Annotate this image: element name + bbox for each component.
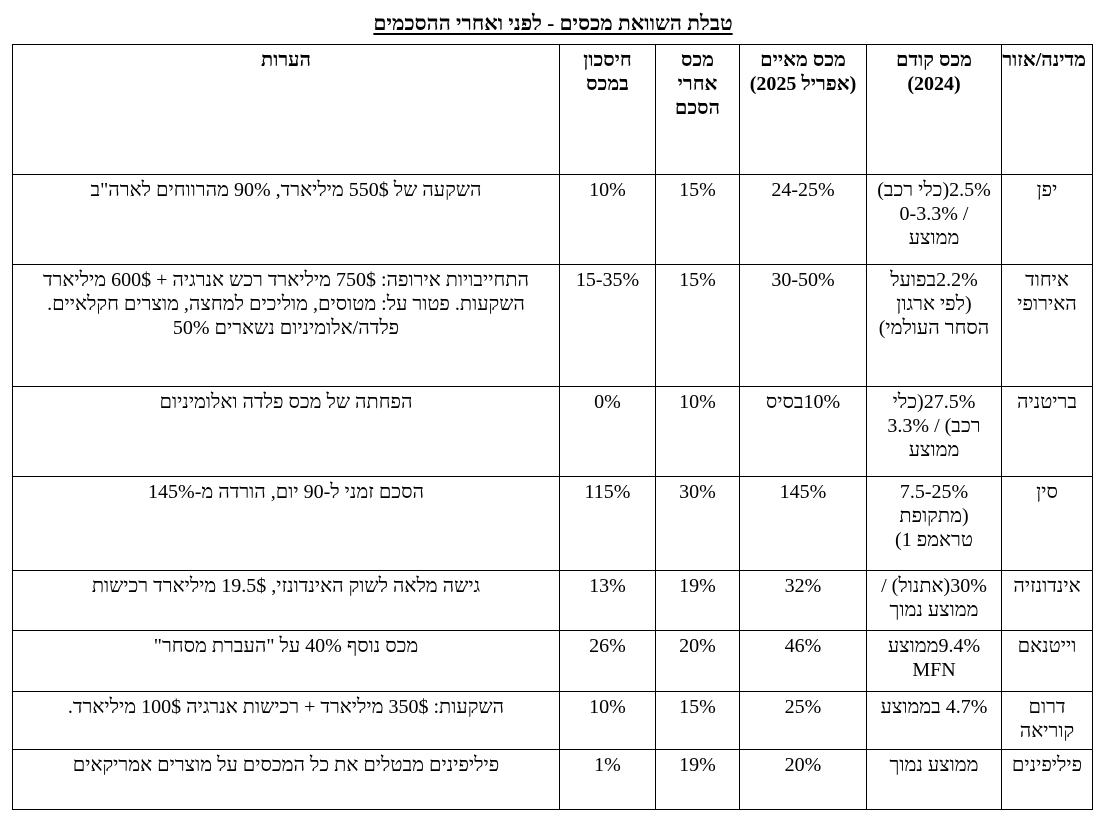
cell-tariff-after-deal: 19% — [656, 750, 740, 810]
tariff-comparison-table — [12, 44, 1093, 810]
table-row — [13, 477, 1093, 571]
cell-threatened-tariff: 32% — [740, 571, 867, 631]
cell-notes: הסכם זמני ל-90 יום, הורדה מ-145% — [13, 477, 560, 571]
cell-threatened-tariff: 30-50% — [740, 265, 867, 387]
cell-tariff-after-deal: 30% — [656, 477, 740, 571]
cell-country: יפן — [1002, 175, 1093, 265]
cell-notes: התחייבויות אירופה: 750$ מיליארד רכש אנרגיה + 600$ מיליארד השקעות. פטור על: מטוסים, מוליכים למחצה, מוצרים חקלאיים. פלדה/אלומיניום נשארים 50% — [13, 265, 560, 387]
table-row — [13, 631, 1093, 692]
cell-tariff-savings: 10% — [560, 692, 656, 750]
cell-previous-tariff: 27.5%(כלי רכב) / 3.3% ממוצע — [867, 387, 1002, 477]
cell-tariff-savings: 10% — [560, 175, 656, 265]
cell-tariff-savings: 13% — [560, 571, 656, 631]
cell-notes: גישה מלאה לשוק האינדונזי, 19.5$ מיליארד רכישות — [13, 571, 560, 631]
cell-tariff-savings: 15-35% — [560, 265, 656, 387]
cell-notes: מכס נוסף 40% על "העברת מסחר" — [13, 631, 560, 692]
cell-notes: הפחתה של מכס פלדה ואלומיניום — [13, 387, 560, 477]
cell-country: אינדונזיה — [1002, 571, 1093, 631]
cell-notes: השקעות: 350$ מיליארד + רכישות אנרגיה 100$ מיליארד. — [13, 692, 560, 750]
cell-previous-tariff: 2.2%בפועל (לפי ארגון הסחר העולמי) — [867, 265, 1002, 387]
table-row — [13, 750, 1093, 810]
cell-notes: פיליפינים מבטלים את כל המכסים על מוצרים אמריקאים — [13, 750, 560, 810]
cell-tariff-savings: 0% — [560, 387, 656, 477]
table-header-row — [13, 45, 1093, 175]
cell-threatened-tariff: 24-25% — [740, 175, 867, 265]
cell-previous-tariff: 7.5-25% (מתקופת טראמפ 1) — [867, 477, 1002, 571]
header-notes: הערות — [13, 45, 560, 175]
cell-country: איחוד האירופי — [1002, 265, 1093, 387]
table-row — [13, 175, 1093, 265]
table-row — [13, 387, 1093, 477]
cell-threatened-tariff: 25% — [740, 692, 867, 750]
cell-tariff-after-deal: 15% — [656, 692, 740, 750]
header-country: מדינה/אזור — [1002, 45, 1093, 175]
cell-previous-tariff: ממוצע נמוך — [867, 750, 1002, 810]
cell-threatened-tariff: 10%בסיס — [740, 387, 867, 477]
table-row — [13, 692, 1093, 750]
cell-country: סין — [1002, 477, 1093, 571]
cell-tariff-savings: 26% — [560, 631, 656, 692]
title-text: טבלת השוואת מכסים - לפני ואחרי ההסכמים — [373, 11, 733, 35]
cell-tariff-after-deal: 10% — [656, 387, 740, 477]
cell-tariff-savings: 1% — [560, 750, 656, 810]
cell-notes: השקעה של 550$ מיליארד, 90% מהרווחים לארה"ב — [13, 175, 560, 265]
table-row — [13, 571, 1093, 631]
cell-tariff-savings: 115% — [560, 477, 656, 571]
header-threatened-tariff: מכס מאיים (אפריל 2025) — [740, 45, 867, 175]
cell-threatened-tariff: 145% — [740, 477, 867, 571]
cell-previous-tariff: 4.7% בממוצע — [867, 692, 1002, 750]
document-title — [0, 10, 1106, 36]
cell-tariff-after-deal: 20% — [656, 631, 740, 692]
cell-country: בריטניה — [1002, 387, 1093, 477]
header-previous-tariff: מכס קודם (2024) — [867, 45, 1002, 175]
cell-previous-tariff: 9.4%ממוצע MFN — [867, 631, 1002, 692]
cell-tariff-after-deal: 19% — [656, 571, 740, 631]
table-row — [13, 265, 1093, 387]
cell-tariff-after-deal: 15% — [656, 265, 740, 387]
cell-country: דרום קוריאה — [1002, 692, 1093, 750]
header-tariff-after-deal: מכס אחרי הסכם — [656, 45, 740, 175]
cell-previous-tariff: 2.5%(כלי רכב) / 0-3.3% ממוצע — [867, 175, 1002, 265]
cell-previous-tariff: 30%(אתנול) / ממוצע נמוך — [867, 571, 1002, 631]
cell-threatened-tariff: 46% — [740, 631, 867, 692]
cell-tariff-after-deal: 15% — [656, 175, 740, 265]
header-tariff-savings: חיסכון במכס — [560, 45, 656, 175]
cell-country: וייטנאם — [1002, 631, 1093, 692]
cell-country: פיליפינים — [1002, 750, 1093, 810]
cell-threatened-tariff: 20% — [740, 750, 867, 810]
